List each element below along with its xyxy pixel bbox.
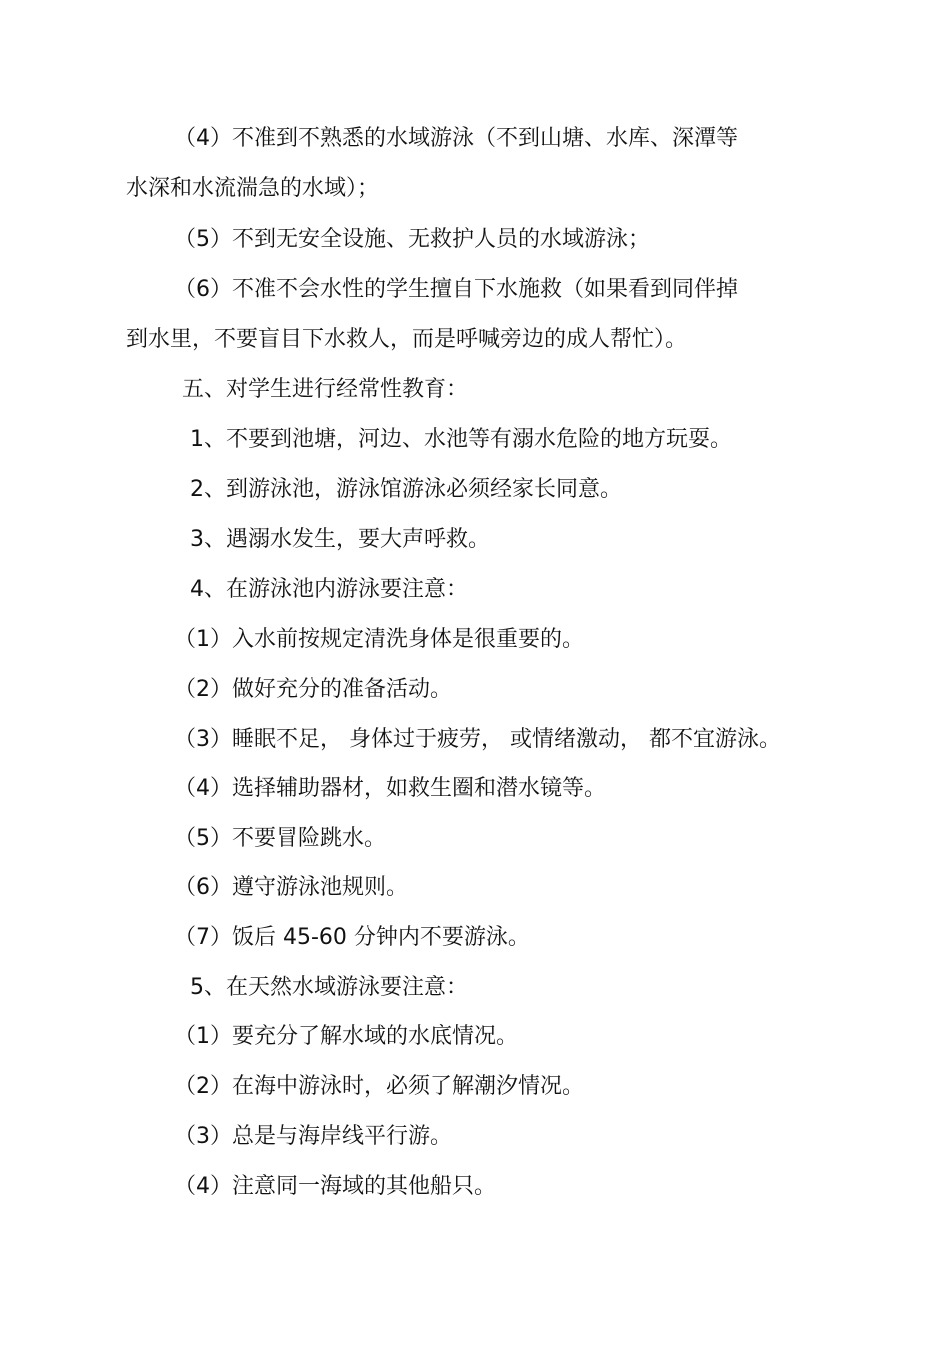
pool-tip-7: （7）饭后 45-60 分钟内不要游泳。 (174, 925, 530, 950)
list-item-2: 2、到游泳池，游泳馆游泳必须经家长同意。 (190, 477, 622, 502)
list-item-4: 4、在游泳池内游泳要注意： (190, 577, 468, 602)
pool-tip-5: （5）不要冒险跳水。 (174, 826, 386, 851)
natural-water-tip-3: （3）总是与海岸线平行游。 (174, 1124, 452, 1149)
list-item-3: 3、遇溺水发生，要大声呼救。 (190, 527, 490, 552)
paragraph-rule-6-line-1: （6）不准不会水性的学生擅自下水施救（如果看到同伴掉 (174, 277, 738, 302)
list-item-5: 5、在天然水域游泳要注意： (190, 975, 468, 1000)
list-item-1: 1、不要到池塘，河边、水池等有溺水危险的地方玩耍。 (190, 427, 732, 452)
pool-tip-4: （4）选择辅助器材，如救生圈和潜水镜等。 (174, 776, 606, 801)
paragraph-rule-5: （5）不到无安全设施、无救护人员的水域游泳； (174, 227, 650, 252)
pool-tip-1: （1）入水前按规定清洗身体是很重要的。 (174, 627, 584, 652)
natural-water-tip-4: （4）注意同一海域的其他船只。 (174, 1174, 496, 1199)
natural-water-tip-1: （1）要充分了解水域的水底情况。 (174, 1024, 518, 1049)
paragraph-rule-4-line-1: （4）不准到不熟悉的水域游泳（不到山塘、水库、深潭等 (174, 126, 738, 151)
pool-tip-2: （2）做好充分的准备活动。 (174, 677, 452, 702)
paragraph-rule-4-line-2: 水深和水流湍急的水域）； (126, 176, 380, 201)
paragraph-rule-6-line-2: 到水里，不要盲目下水救人，而是呼喊旁边的成人帮忙）。 (126, 327, 688, 352)
pool-tip-6: （6）遵守游泳池规则。 (174, 875, 408, 900)
natural-water-tip-2: （2）在海中游泳时，必须了解潮汐情况。 (174, 1074, 584, 1099)
pool-tip-3: （3）睡眠不足， 身体过于疲劳， 或情绪激动， 都不宜游泳。 (174, 727, 781, 752)
section-heading-five: 五、对学生进行经常性教育： (182, 377, 469, 402)
